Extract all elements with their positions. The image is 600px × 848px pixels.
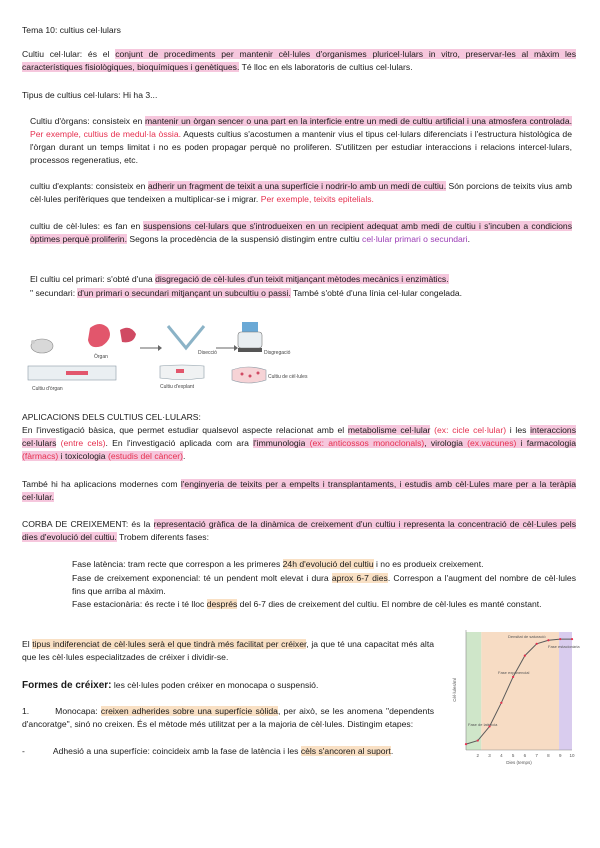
cell-culture-paragraph <box>30 220 572 246</box>
x-tick-label: 2 <box>476 753 480 758</box>
cells-highlight: suspensions cel·lulars que s'introdueixen en un recipient adequat amb medi de cultiu i s'incuben a condicions òptimes perquè proliferin. <box>30 221 572 244</box>
cell-culture-dish-icon <box>232 367 266 383</box>
secondary-tail: També s'obté d'una línia cel·lular congelada. <box>290 288 463 298</box>
phase3-highlight: després <box>206 599 238 609</box>
applications-paragraph <box>22 424 576 463</box>
data-point <box>536 643 538 645</box>
phase2-highlight: aprox 6-7 dies <box>331 573 388 583</box>
primary-lead: El cultiu cel primari: s'obté d'una <box>30 274 156 284</box>
monolayer-highlight: creixen adherides sobre una superfície sòlida <box>100 706 278 716</box>
forms-line <box>22 679 434 692</box>
apps-example-drugs: (fàrmacs) <box>22 451 59 461</box>
growth-lead: CORBA DE CREIXEMENT: és la <box>22 519 154 529</box>
apps-pharmacology: i farmacologia <box>516 438 576 448</box>
x-tick-label: 6 <box>523 753 527 758</box>
phase3-tail: del 6-7 dies de creixement del cultiu. El nombre de cèl·lules es manté constant. <box>237 599 542 609</box>
modern-apps-lead: També hi ha aplicacions modernes com <box>22 479 181 489</box>
phase1-highlight: 24h d'evolució del cultiu <box>282 559 374 569</box>
organ-lead: Cultiu d'òrgans: consisteix en <box>30 116 145 126</box>
growth-tail: Trobem diferents fases: <box>116 532 209 542</box>
figure-label-explant-culture: Cultiu d'explant <box>160 384 195 390</box>
phase-latency <box>72 558 576 571</box>
growth-curve-chart <box>448 626 580 766</box>
annotation-lag: Fase de latència <box>468 722 498 727</box>
apps-lead: En l'investigació bàsica, que permet estudiar qualsevol aspecte relacionat amb el <box>22 425 348 435</box>
figure-label-disaggregation: Disgregació <box>264 350 291 356</box>
mouse-icon <box>31 339 53 353</box>
data-point <box>559 638 561 640</box>
phase-stationary <box>72 598 576 611</box>
x-tick-label: 7 <box>535 753 538 758</box>
apps-mid: i les <box>506 425 531 435</box>
cells-end: . <box>467 234 470 244</box>
data-point <box>547 639 549 641</box>
explant-culture-paragraph <box>30 180 572 206</box>
x-tick-label: 5 <box>511 753 515 758</box>
explant-highlight: adherir un fragment de teixit a una superfície i nodrir-lo amb un medi de cultiu. <box>147 181 447 191</box>
forms-heading: Formes de créixer: <box>22 680 112 691</box>
phase-exponential <box>72 572 576 598</box>
phase1-tail: i no es produeix creixement. <box>373 559 484 569</box>
phase2-tail: . Correspon a l'augment del nombre de cèl·lules fins que arriba al màxim. <box>72 573 576 596</box>
monolayer-number: 1. <box>22 706 30 716</box>
stage-highlight: cèls s'ancoren al suport <box>300 746 391 756</box>
definition-lead: Cultiu cel·lular: és el <box>22 49 116 59</box>
forms-tail: les cèl·lules poden créixer en monocapa o suspensió. <box>111 680 319 690</box>
applications-heading: APLICACIONS DELS CULTIUS CEL·LULARS: <box>22 412 201 422</box>
apps-metabolism: metabolisme cel·lular <box>347 425 431 435</box>
figure-label-organ: Òrgan <box>94 354 108 360</box>
monolayer-paragraph <box>22 705 434 731</box>
apps-example-cancer: (estudis del càncer) <box>107 451 183 461</box>
primary-highlight: disgregació de cèl·lules d'un teixit mitjançant mètodes mecànics i enzimàtics. <box>155 274 449 284</box>
data-point <box>524 655 526 657</box>
apps-immunology: l'immunologia <box>253 438 306 448</box>
secondary-culture-line <box>30 287 572 300</box>
page-title: Tema 10: cultius cel·lulars <box>22 25 121 35</box>
undiff-lead: El <box>22 639 33 649</box>
apps-example-antibodies: (ex: anticossos monoclonals) <box>305 438 425 448</box>
undiff-tail: , ja que té una capacitat més alta que les cèl·lules especialitzades de créixer i dividir-se. <box>22 639 435 662</box>
organ-icon <box>88 324 136 347</box>
secondary-highlight: d'un primari o secundari mitjançant un subcultiu o passi. <box>77 288 291 298</box>
apps-example-vaccines: (ex.vacunes) <box>467 438 517 448</box>
organ-highlight: mantenir un òrgan sencer o una part en la interficie entre un medi de cultiu artificial i una atmosfera controlada. <box>145 116 572 126</box>
culture-types-figure <box>28 318 308 396</box>
explant-tail: Són porcions de teixits vius amb cèl·lules perifèriques que tendeixen a multiplicar-se i migrar. <box>30 181 572 204</box>
arrow-right-icon <box>140 345 162 351</box>
monolayer-stage-item <box>22 745 434 758</box>
y-axis-label: Cèl·lules/ml <box>452 678 457 702</box>
lag-phase-band <box>466 632 481 750</box>
explant-lead: cultiu d'explants: consisteix en <box>30 181 148 191</box>
modern-apps-highlight: l'enginyeria de teixits per a empelts i transplantaments, i estudis amb cèl·Lules mare per a la teràpia cel·lular. <box>22 479 576 502</box>
phase3-lead: Fase estacionària: és recte i té lloc <box>72 599 207 609</box>
phase2-lead: Fase de creixement exponencial: té un pendent molt elevat i dura <box>72 573 332 583</box>
apps-virology: , virologia <box>424 438 468 448</box>
definition-paragraph <box>22 48 576 74</box>
figure-label-organ-culture: Cultiu d'òrgan <box>32 386 63 392</box>
secondary-lead: " secundari: <box>30 288 78 298</box>
x-tick-label: 10 <box>569 753 575 758</box>
growth-highlight: representació gràfica de la dinàmica de creixement d'un cultiu i representa la concentració de cèl·Lules pels dies d'evolució del cultiu. <box>22 519 576 542</box>
annotation-saturation: Densitat de saturació <box>508 634 546 639</box>
x-tick-label: 8 <box>547 753 550 758</box>
phase1-lead: Fase latència: tram recte que correspon a les primeres <box>72 559 283 569</box>
growth-curve-paragraph <box>22 518 576 544</box>
data-point <box>571 638 573 640</box>
figure-label-cell-culture: Cultiu de cèl·lules <box>268 374 308 380</box>
monolayer-tail: , per això, se les anomena "dependents d'ancoratge", sinó no creixen. És el mètode més utilitzat per a la majoria de cèl·lules. Distingim etapes: <box>22 706 434 729</box>
x-axis-label: Dies (temps) <box>506 760 532 765</box>
data-point <box>500 702 502 704</box>
organ-tail: Aquests cultius s'acostumen a mantenir vius el tipus cel·lulars diferenciats i l'estructura histològica de l'òrgan durant un temps limitat i no es poden propagar perquè no proliferen. S'utilitzen per estudiar interaccions i relacions intercel·lulars, processos regeneratius, etc. <box>30 129 572 165</box>
x-tick-label: 9 <box>558 753 562 758</box>
data-point <box>465 743 467 745</box>
annotation-stationary: Fase estacionària <box>548 644 580 649</box>
primary-culture-line <box>30 273 572 286</box>
monolayer-lead: Monocapa: <box>55 706 101 716</box>
figure-label-dissection: Disecció <box>198 350 217 356</box>
apps-interactions: interaccions cel·lulars <box>22 425 576 448</box>
bullet: - <box>22 746 25 756</box>
apps-example-cells: (entre cels) <box>56 438 106 448</box>
organ-culture-paragraph <box>30 115 572 167</box>
explant-dish-icon <box>160 365 204 380</box>
cells-primary-secondary: cel·lular primari o secundari <box>362 234 468 244</box>
definition-highlight: conjunt de procediments per mantenir cèl·lules d'organismes pluricel·lulars in vitro, preservar-les al màxim les característiques fisiològiques, bioquímiques i genètiques. <box>22 49 576 72</box>
apps-example-cycle: (ex: cicle cel·lular) <box>430 425 507 435</box>
data-point <box>477 739 479 741</box>
dissection-blade-icon <box>168 326 204 348</box>
apps-toxicology: i toxicologia <box>58 451 108 461</box>
undiff-highlight: tipus indiferenciat de cèl·lules serà el que tindrà més facilitat per créixer <box>32 639 307 649</box>
x-tick-label: 4 <box>500 753 503 758</box>
exponential-phase-band <box>481 632 559 750</box>
modern-applications-paragraph <box>22 478 576 504</box>
annotation-exponential: Fase exponencial <box>498 670 530 675</box>
stage-lead: Adhesió a una superfície: coincideix amb la fase de latència i les <box>52 746 301 756</box>
apps-mid2: . En l'investigació aplicada com ara <box>105 438 254 448</box>
stage-end: . <box>390 746 394 756</box>
data-point <box>512 676 514 678</box>
apps-end: . <box>182 451 186 461</box>
cells-lead: cultiu de cèl·lules: es fan en <box>30 221 144 231</box>
explant-example: Per exemple, teixits epitelials. <box>258 194 374 204</box>
x-tick-label: 3 <box>488 753 491 758</box>
cells-tail: Segons la procedència de la suspensió distingim entre cultiu <box>126 234 363 244</box>
arrow-right-icon <box>216 345 238 351</box>
undifferentiated-paragraph <box>22 638 434 664</box>
organ-example: Per exemple, cultius de medul·la òssia. <box>30 129 181 139</box>
definition-tail: Té lloc en els laboratoris de cultius cel·lulars. <box>239 62 413 72</box>
centrifuge-bottle-icon <box>238 322 262 352</box>
organ-culture-dish-icon <box>28 366 116 380</box>
types-intro: Tipus de cultius cel·lulars: Hi ha 3... <box>22 90 158 100</box>
stationary-phase-band <box>559 632 572 750</box>
